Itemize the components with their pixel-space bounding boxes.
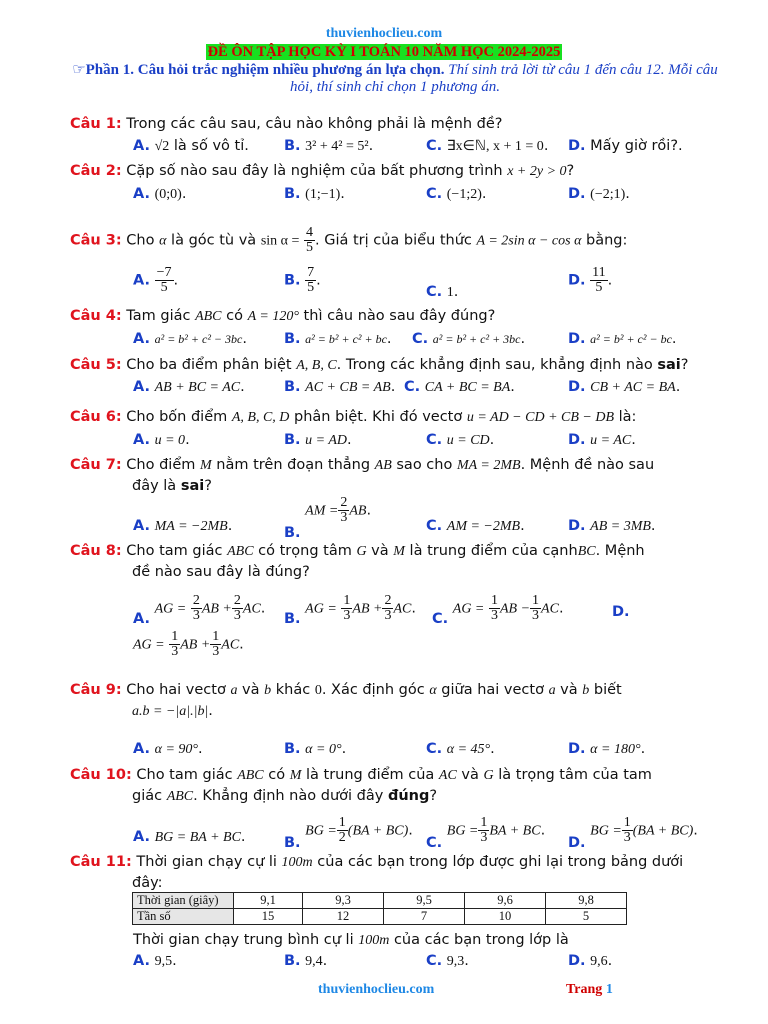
option-9b[interactable]: B. α = 0°. <box>284 741 347 757</box>
option-3d[interactable]: D. $\frac{11}{5}$ . <box>568 265 613 295</box>
hand-pointer-icon: ☞ <box>72 62 86 78</box>
option-9a[interactable]: A. α = 90°. <box>133 741 203 757</box>
option-4a[interactable]: A. a² = b² + c² − 3bc. <box>133 331 247 347</box>
option-7d[interactable]: D. AB = 3MB. <box>568 518 656 534</box>
question-5: Câu 5: Cho ba điểm phân biệt A, B, C. Trong các khẳng định sau, khẳng định nào sai? <box>70 357 689 373</box>
fraction: $\frac{4}{5}$ <box>306 225 313 255</box>
option-4c[interactable]: C. a² = b² + c² + 3bc. <box>412 331 526 347</box>
option-8b[interactable]: B. AG = $\frac{1}{3}$ AB + $\frac{2}{3}$ AC. <box>284 593 416 627</box>
exam-title: ĐỀ ÔN TẬP HỌC KỲ I TOÁN 10 NĂM HỌC 2024-2025 <box>207 44 561 60</box>
option-1a[interactable]: A. √2 là số vô tỉ. <box>133 138 249 154</box>
option-10d[interactable]: D. BG = $\frac{1}{3}$ (BA + BC). <box>568 815 698 851</box>
question-9: Câu 9: Cho hai vectơ a và b khác 0. Xác định góc α giữa hai vectơ a và b biết a.b = −|a|.|b|. <box>70 682 622 719</box>
question-6: Câu 6: Cho bốn điểm A, B, C, D phân biệt. Khi đó vectơ u = AD − CD + CB − DB là: <box>70 409 637 425</box>
row-header: Tần số <box>133 909 234 925</box>
option-5a[interactable]: A. AB + BC = AC. <box>133 379 245 395</box>
question-3: Câu 3: Cho α là góc tù và sin α = $\frac{4}{5}$ . Giá trị của biểu thức A = 2sin α − cos α bằng: <box>70 225 628 255</box>
option-11c[interactable]: C. 9,3. <box>426 953 469 969</box>
option-11a[interactable]: A. 9,5. <box>133 953 177 969</box>
option-6c[interactable]: C. u = CD. <box>426 432 495 448</box>
option-10c[interactable]: C. BG = $\frac{1}{3}$ BA + BC. <box>426 815 546 851</box>
option-7a[interactable]: A. MA = −2MB. <box>133 518 233 534</box>
option-8d-label[interactable]: D. <box>612 604 630 620</box>
question-8: Câu 8: Cho tam giác ABC có trọng tâm G và M là trung điểm của cạnhBC. Mệnh đề nào sau đây là đúng? <box>70 543 645 580</box>
footer-site: thuvienhoclieu.com <box>318 982 435 997</box>
section-note: Thí sinh trả lời từ câu 1 đến câu 12. Mỗi câu hỏi, thí sinh chỉ chọn 1 phương án. <box>290 62 718 95</box>
option-10a[interactable]: A. BG = BA + BC. <box>133 829 246 845</box>
option-11d[interactable]: D. 9,6. <box>568 953 613 969</box>
option-1c[interactable]: C. ∃x∈ℕ, x + 1 = 0. <box>426 138 549 154</box>
option-7b[interactable]: B. AM = $\frac{2}{3}$ AB. <box>284 495 372 541</box>
table-row: Thời gian (giây) 9,1 9,3 9,5 9,6 9,8 <box>133 893 627 909</box>
option-2a[interactable]: A. (0;0). <box>133 186 187 202</box>
question-1 <box>70 114 722 135</box>
option-2c[interactable]: C. (−1;2). <box>426 186 487 202</box>
option-4d[interactable]: D. a² = b² + c² − bc. <box>568 331 677 347</box>
option-5c[interactable]: C. CA + BC = BA. <box>404 379 515 395</box>
question-10: Câu 10: Cho tam giác ABC có M là trung điểm của AC và G là trọng tâm của tam giác ABC. Khẳng định nào dưới đây đúng? <box>70 767 652 804</box>
question-11-prompt: Thời gian chạy trung bình cự li 100m của các bạn trong lớp là <box>133 932 569 948</box>
option-9c[interactable]: C. α = 45°. <box>426 741 495 757</box>
section-instructions <box>70 62 720 96</box>
frequency-table <box>132 892 627 925</box>
option-11b[interactable]: B. 9,4. <box>284 953 328 969</box>
question-7: Câu 7: Cho điểm M nằm trên đoạn thẳng AB sao cho MA = 2MB. Mệnh đề nào sau đây là sai? <box>70 457 655 494</box>
option-8c[interactable]: C. AG = $\frac{1}{3}$ AB − $\frac{1}{3}$ AC. <box>432 593 564 627</box>
option-5d[interactable]: D. CB + AC = BA. <box>568 379 681 395</box>
option-6b[interactable]: B. u = AD. <box>284 432 352 448</box>
option-2b[interactable]: B. (1;−1). <box>284 186 345 202</box>
option-1d[interactable]: D. Mấy giờ rồi?. <box>568 138 683 154</box>
option-3c[interactable]: C. 1. <box>426 284 459 300</box>
question-2: Câu 2: Cặp số nào sau đây là nghiệm của bất phương trình x + 2y > 0? <box>70 163 575 179</box>
site-header: thuvienhoclieu.com <box>325 26 443 41</box>
table-row: Tần số 15 12 7 10 5 <box>133 909 627 925</box>
question-text: Trong các câu sau, câu nào không phải là mệnh đề? <box>121 116 503 132</box>
option-5b[interactable]: B. AC + CB = AB. <box>284 379 396 395</box>
option-2d[interactable]: D. (−2;1). <box>568 186 630 202</box>
option-9d[interactable]: D. α = 180°. <box>568 741 646 757</box>
option-3a[interactable]: A. $\frac{-7}{5}$ . <box>133 265 179 295</box>
option-8a[interactable]: A. AG = $\frac{2}{3}$ AB + $\frac{2}{3}$ AC. <box>133 593 266 627</box>
option-4b[interactable]: B. a² = b² + c² + bc. <box>284 331 392 347</box>
option-10b[interactable]: B. BG = $\frac{1}{2}$ (BA + BC). <box>284 815 413 851</box>
question-4: Câu 4: Tam giác ABC có A = 120° thì câu nào sau đây đúng? <box>70 308 496 324</box>
question-11: Câu 11: Thời gian chạy cự li 100m của các bạn trong lớp được ghi lại trong bảng dưới đây: <box>70 854 684 891</box>
row-header: Thời gian (giây) <box>133 893 234 909</box>
option-6d[interactable]: D. u = AC. <box>568 432 636 448</box>
section-heading: Phần 1. Câu hỏi trắc nghiệm nhiều phương án lựa chọn. <box>85 62 445 78</box>
question-number: Câu 1: <box>70 116 122 132</box>
option-1b[interactable]: B. 3² + 4² = 5². <box>284 138 374 154</box>
exam-title-banner <box>0 44 768 61</box>
option-8d[interactable]: AG = $\frac{1}{3}$ AB + $\frac{1}{3}$ AC. <box>133 629 244 659</box>
option-6a[interactable]: A. u = 0. <box>133 432 190 448</box>
page-number: Trang 1 <box>566 982 613 997</box>
option-3b[interactable]: B. $\frac{7}{5}$ . <box>284 265 321 295</box>
option-7c[interactable]: C. AM = −2MB. <box>426 518 525 534</box>
